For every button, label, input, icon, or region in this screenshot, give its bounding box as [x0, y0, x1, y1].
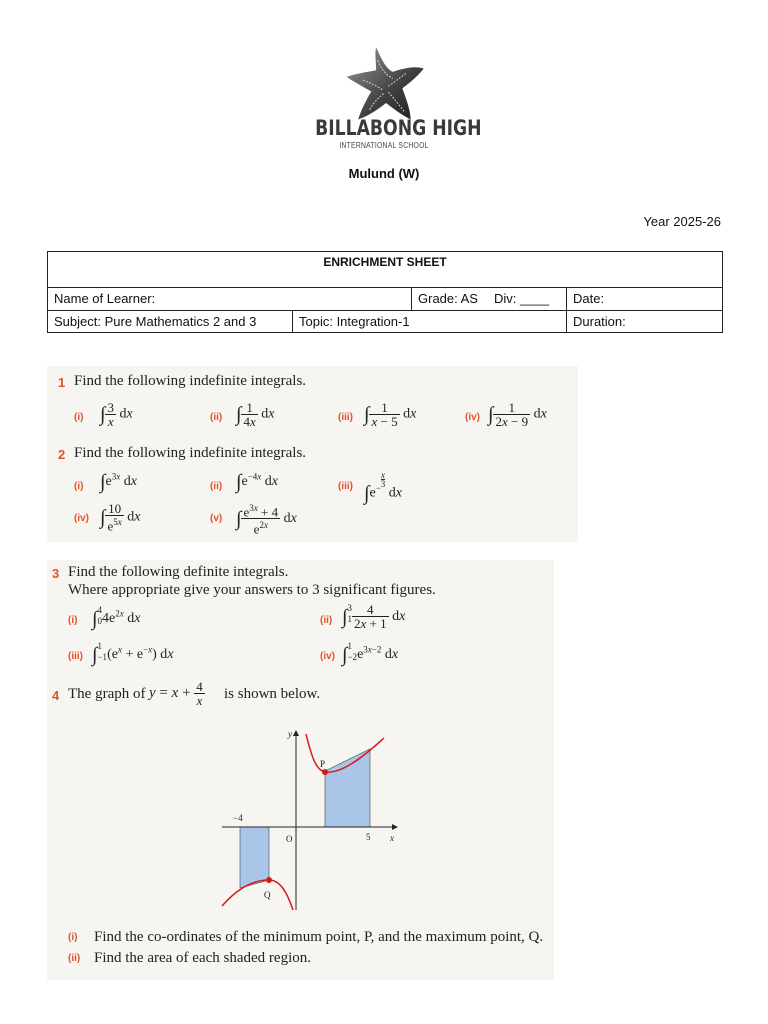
q1-iii-expression: ∫ $\frac{1}{x - 5}$ dx	[364, 400, 417, 429]
topic-label: Topic: Integration-1	[299, 314, 410, 329]
q3-iv-expression: ∫ 1 −2 $e^{3x-2}$ dx	[342, 641, 399, 666]
q2-iv-expression: ∫ $\frac{10}{e^{5x}}$ dx	[100, 501, 141, 534]
q2-i-expression: $\int e^{3x}$ dx	[100, 471, 137, 493]
q2-v-expression: ∫ $\frac{e^{3x} + 4}{e^{2x}}$ dx	[236, 503, 297, 537]
q4-text-pre: The graph of	[68, 686, 146, 702]
q3-text: Find the following definite integrals.	[68, 564, 289, 580]
sheet-title: ENRICHMENT SHEET	[323, 255, 447, 269]
q1-part-ii: (ii)	[210, 412, 223, 423]
axis-y-label: y	[288, 729, 292, 739]
curve-negative-branch	[222, 880, 293, 910]
q3-number: 3	[52, 566, 60, 581]
q4-part-i: (i)	[68, 932, 78, 943]
q1-part-iv: (iv)	[465, 412, 480, 423]
q3-part-iv: (iv)	[320, 651, 335, 662]
div-label: Div: ____	[494, 291, 549, 306]
date-label: Date:	[573, 291, 605, 306]
q2-part-iii: (iii)	[338, 481, 353, 492]
q2-ii-expression: $\int e^{-4x}$ dx	[236, 471, 278, 493]
point-P	[322, 769, 328, 775]
shaded-region-negative	[240, 827, 269, 888]
q2-part-i: (i)	[74, 481, 84, 492]
q1-iv-expression: ∫ $\frac{1}{2x - 9}$ dx	[488, 400, 547, 429]
origin-label: O	[286, 834, 293, 844]
point-P-label: P	[320, 759, 326, 769]
q3-text-2: Where appropriate give your answers to 3 significant figures.	[68, 582, 436, 598]
school-name: BILLABONG HIGH	[315, 116, 482, 140]
q2-part-iv: (iv)	[74, 513, 89, 524]
q2-part-v: (v)	[210, 513, 223, 524]
subject-label: Subject: Pure Mathematics 2 and 3	[54, 314, 257, 329]
q1-text: Find the following indefinite integrals.	[74, 373, 307, 389]
branch-name: Mulund (W)	[348, 166, 420, 181]
q4-equation: y = x + $\frac{4}{x}$	[149, 679, 203, 708]
grade-label: Grade: AS	[418, 291, 478, 306]
q2-iii-expression: $\int e^{- \frac{x}{3}}$ dx	[364, 470, 402, 505]
function-graph	[220, 724, 400, 914]
q1-part-iii: (iii)	[338, 412, 353, 423]
q4-part-i-text: Find the co-ordinates of the minimum point, P, and the maximum point, Q.	[94, 929, 544, 945]
q3-ii-expression: ∫ 3 1 $\frac{4}{2x + 1}$ dx	[342, 602, 406, 632]
tick-5-label: 5	[366, 832, 371, 842]
duration-label: Duration:	[573, 314, 626, 329]
q1-part-i: (i)	[74, 412, 84, 423]
q3-part-i: (i)	[68, 615, 78, 626]
axis-x-label: x	[390, 833, 394, 843]
q4-part-ii-text: Find the area of each shaded region.	[94, 950, 311, 966]
school-logo-star	[344, 44, 428, 126]
q3-i-expression: ∫ 4 0 $4e^{2x}$ dx	[92, 605, 141, 630]
q3-iii-expression: ∫ 1 −1 $(e^x + e^{-x})$ dx	[92, 641, 174, 666]
q4-part-ii: (ii)	[68, 953, 81, 964]
q1-number: 1	[58, 375, 66, 390]
point-Q	[266, 877, 272, 883]
q1-ii-expression: ∫ $\frac{1}{4x}$ dx	[236, 400, 275, 429]
tick-neg4-label: −4	[233, 813, 243, 823]
q4-text-post: is shown below.	[224, 686, 321, 702]
q3-part-ii: (ii)	[320, 615, 333, 626]
point-Q-label: Q	[264, 890, 271, 900]
q1-i-expression: ∫ $\frac{3}{x}$ dx	[100, 400, 133, 429]
school-subtitle: INTERNATIONAL SCHOOL	[339, 141, 429, 150]
q3-part-iii: (iii)	[68, 651, 83, 662]
info-table	[47, 251, 723, 333]
shaded-region-positive	[325, 749, 370, 827]
q2-part-ii: (ii)	[210, 481, 223, 492]
q4-number: 4	[52, 688, 60, 703]
learner-name-label: Name of Learner:	[54, 291, 156, 306]
q2-text: Find the following indefinite integrals.	[74, 445, 307, 461]
q2-number: 2	[58, 447, 66, 462]
academic-year: Year 2025-26	[643, 214, 721, 229]
